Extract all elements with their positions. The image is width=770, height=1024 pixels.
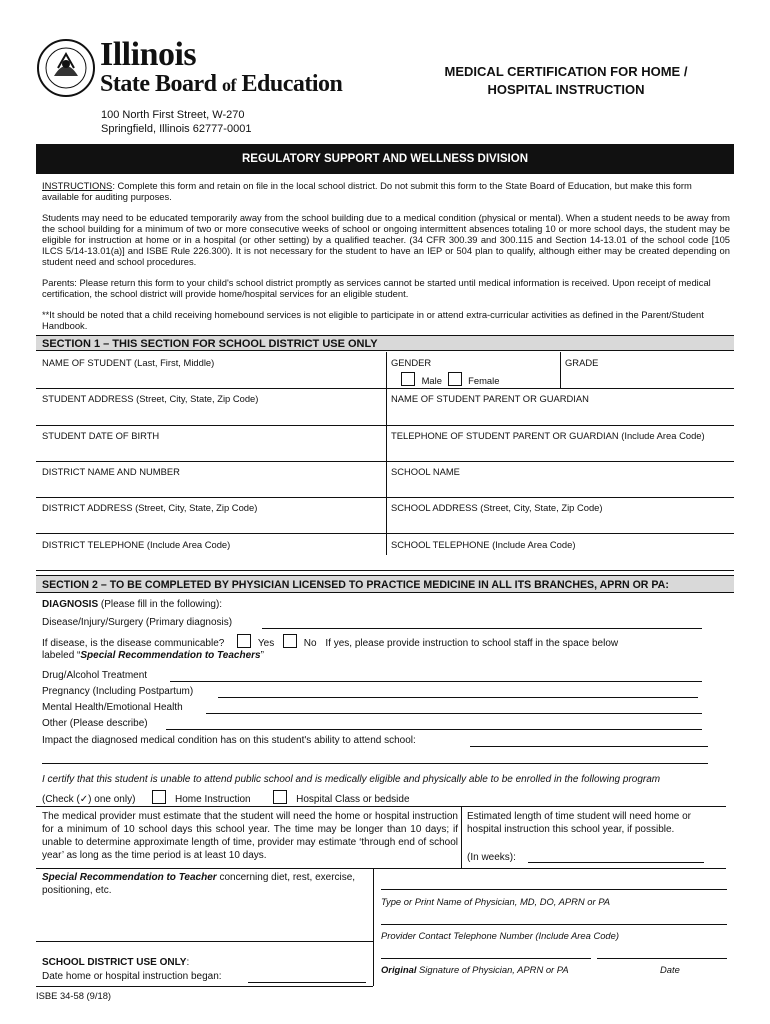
in-weeks-label: (In weeks): <box>467 852 516 863</box>
org-name-line1: Illinois <box>100 36 197 73</box>
instructions-label: INSTRUCTIONS <box>42 180 113 191</box>
program-choice-row <box>42 790 410 806</box>
gender-label: GENDER <box>391 357 432 368</box>
special-rec-teacher-rest: concerning diet, rest, exercise, positioning, etc. <box>42 872 356 896</box>
district-use-heading <box>42 956 189 969</box>
signature-line[interactable] <box>381 958 591 959</box>
hospital-class-label: Hospital Class or bedside <box>296 794 410 805</box>
impact-label: Impact the diagnosed medical condition has on this student's ability to attend school: <box>42 735 416 746</box>
instructions-text: : Complete this form and retain on file in the local school district. Do not submit this form to the State Board of Education, but make this form available for auditing purposes. <box>42 180 692 202</box>
disease-line[interactable] <box>262 628 702 629</box>
male-label: Male <box>421 375 442 386</box>
dob-field[interactable]: STUDENT DATE OF BIRTH <box>42 430 160 441</box>
form-title <box>380 63 752 99</box>
diagnosis-heading <box>42 598 222 611</box>
org-of: of <box>222 75 236 95</box>
home-instruction-label: Home Instruction <box>174 794 251 805</box>
section1-header: SECTION 1 – THIS SECTION FOR SCHOOL DISTRICT USE ONLY <box>36 335 734 351</box>
district-use-label: SCHOOL DISTRICT USE ONLY <box>42 957 187 968</box>
gender-options <box>401 372 499 386</box>
check-one-label: (Check (✓) one only) <box>42 794 136 805</box>
student-name-field[interactable]: NAME OF STUDENT (Last, First, Middle) <box>42 357 215 368</box>
estimated-length-text: Estimated length of time student will need home or hospital instruction this school year, if possible. <box>467 811 692 835</box>
district-phone-field[interactable]: DISTRICT TELEPHONE (Include Area Code) <box>42 539 231 550</box>
section2-header: SECTION 2 – TO BE COMPLETED BY PHYSICIAN LICENSED TO PRACTICE MEDICINE IN ALL ITS BRANCHES, APRN OR PA: <box>36 575 734 593</box>
student-address-field[interactable]: STUDENT ADDRESS (Street, City, State, Zip Code) <box>42 393 259 404</box>
yes-label: Yes <box>257 638 275 649</box>
school-phone-field[interactable]: SCHOOL TELEPHONE (Include Area Code) <box>391 539 576 550</box>
instructions-para3: **It should be noted that a child receiving homebound services is not eligible to participate in or attend extra-curricular activities as defined in the Parent/Student Handbook. <box>42 309 704 331</box>
labeled-line <box>42 649 264 662</box>
disease-label: Disease/Injury/Surgery (Primary diagnosis) <box>42 617 233 628</box>
instructions-para1: Students may need to be educated temporarily away from the school building due to a medical condition (physical or mental). When a student needs to be away from the school building for a minimum of two or more consecutive weeks of school or ongoing intermittent absences totaling 10 or more school days, the student may be eligible for instruction at home or in a hospital (or other setting) by a qualified teacher. (34 CFR 300.39 and 300.115 and Section 14-13.01 of the school code [105 ILCS 5/14-13.01(a)] and ISBE Rule 226.300). It is not necessary for the student to have an IEP or 504 plan to qualify, although either may be created depending on student need and school procedures. <box>42 212 730 267</box>
org-education: Education <box>241 71 343 97</box>
pregnancy-line[interactable] <box>218 697 698 698</box>
yes-checkbox[interactable] <box>237 634 251 648</box>
no-checkbox[interactable] <box>283 634 297 648</box>
impact-line[interactable] <box>470 746 708 747</box>
mental-line[interactable] <box>206 713 702 714</box>
physician-name-line[interactable] <box>381 889 727 890</box>
pregnancy-label: Pregnancy (Including Postpartum) <box>42 686 194 697</box>
grade-field[interactable]: GRADE <box>565 357 599 368</box>
home-instruction-checkbox[interactable] <box>152 790 166 804</box>
form-title-line2: HOSPITAL INSTRUCTION <box>487 82 645 97</box>
date-began-label: Date home or hospital instruction began: <box>42 971 222 982</box>
labeled-suffix: ” <box>260 650 264 661</box>
address-line2: Springfield, Illinois 62777-0001 <box>101 123 252 135</box>
female-checkbox[interactable] <box>448 372 462 386</box>
date-line[interactable] <box>597 958 727 959</box>
male-checkbox[interactable] <box>401 372 415 386</box>
instructions-para2: Parents: Please return this form to your child's school district promptly as services cannot be started until medical information is received. Upon receipt of medical certification, the school district will provide home/hospital services for an eligible student. <box>42 277 711 299</box>
physician-name-label: Type or Print Name of Physician, MD, DO, APRN or PA <box>381 896 611 907</box>
special-rec-teacher-text <box>42 871 370 897</box>
form-title-line1: MEDICAL CERTIFICATION FOR HOME / <box>444 64 688 79</box>
parent-name-field[interactable]: NAME OF STUDENT PARENT OR GUARDIAN <box>391 393 589 404</box>
original-label: Original <box>381 964 417 975</box>
mental-label: Mental Health/Emotional Health <box>42 702 183 713</box>
other-line[interactable] <box>166 729 702 730</box>
address-line1: 100 North First Street, W-270 <box>101 109 245 121</box>
special-rec-label: Special Recommendation to Teachers <box>80 650 261 661</box>
labeled-prefix: labeled “ <box>42 650 81 661</box>
if-yes-text: If yes, please provide instruction to school staff in the space below <box>325 638 619 649</box>
certify-text: I certify that this student is unable to attend public school and is medically eligible and physically able to be enrolled in the following program <box>42 774 661 785</box>
district-address-field[interactable]: DISTRICT ADDRESS (Street, City, State, Zip Code) <box>42 502 258 513</box>
provider-phone-label: Provider Contact Telephone Number (Include Area Code) <box>381 930 619 941</box>
drug-line[interactable] <box>170 681 702 682</box>
in-weeks-line[interactable] <box>528 862 704 863</box>
isbe-seal-icon <box>36 38 96 98</box>
district-name-field[interactable]: DISTRICT NAME AND NUMBER <box>42 466 180 477</box>
division-banner: REGULATORY SUPPORT AND WELLNESS DIVISION <box>36 144 734 174</box>
org-state-board: State Board <box>100 71 217 97</box>
org-name-line2 <box>100 72 342 97</box>
school-address-field[interactable]: SCHOOL ADDRESS (Street, City, State, Zip Code) <box>391 502 603 513</box>
special-rec-teacher-label: Special Recommendation to Teacher <box>42 872 217 883</box>
date-label: Date <box>660 964 680 975</box>
communicable-label: If disease, is the disease communicable? <box>42 638 225 649</box>
female-label: Female <box>468 375 500 386</box>
diagnosis-hint: (Please fill in the following): <box>98 599 223 610</box>
instructions <box>42 180 730 202</box>
signature-text: Signature of Physician, APRN or PA <box>416 964 569 975</box>
district-use-colon: : <box>186 957 190 968</box>
parent-phone-field[interactable]: TELEPHONE OF STUDENT PARENT OR GUARDIAN (Include Area Code) <box>391 430 705 441</box>
impact-line2[interactable] <box>42 763 708 764</box>
signature-label <box>381 964 569 975</box>
provider-phone-line[interactable] <box>381 924 727 925</box>
no-label: No <box>303 638 317 649</box>
diagnosis-label: DIAGNOSIS <box>42 599 99 610</box>
school-name-field[interactable]: SCHOOL NAME <box>391 466 460 477</box>
other-label: Other (Please describe) <box>42 718 148 729</box>
estimate-text: The medical provider must estimate that the student will need the home or hospital instruction for a minimum of 10 school days this school year. The time may be longer than 10 days; if unable to determine approximate length of time, provider may estimate ‘through end of school year’ as long as the time period is at least 10 days. <box>42 811 458 861</box>
form-code: ISBE 34-58 (9/18) <box>36 990 112 1001</box>
drug-label: Drug/Alcohol Treatment <box>42 670 148 681</box>
hospital-class-checkbox[interactable] <box>273 790 287 804</box>
date-began-line[interactable] <box>248 982 366 983</box>
communicable-row <box>42 634 618 650</box>
